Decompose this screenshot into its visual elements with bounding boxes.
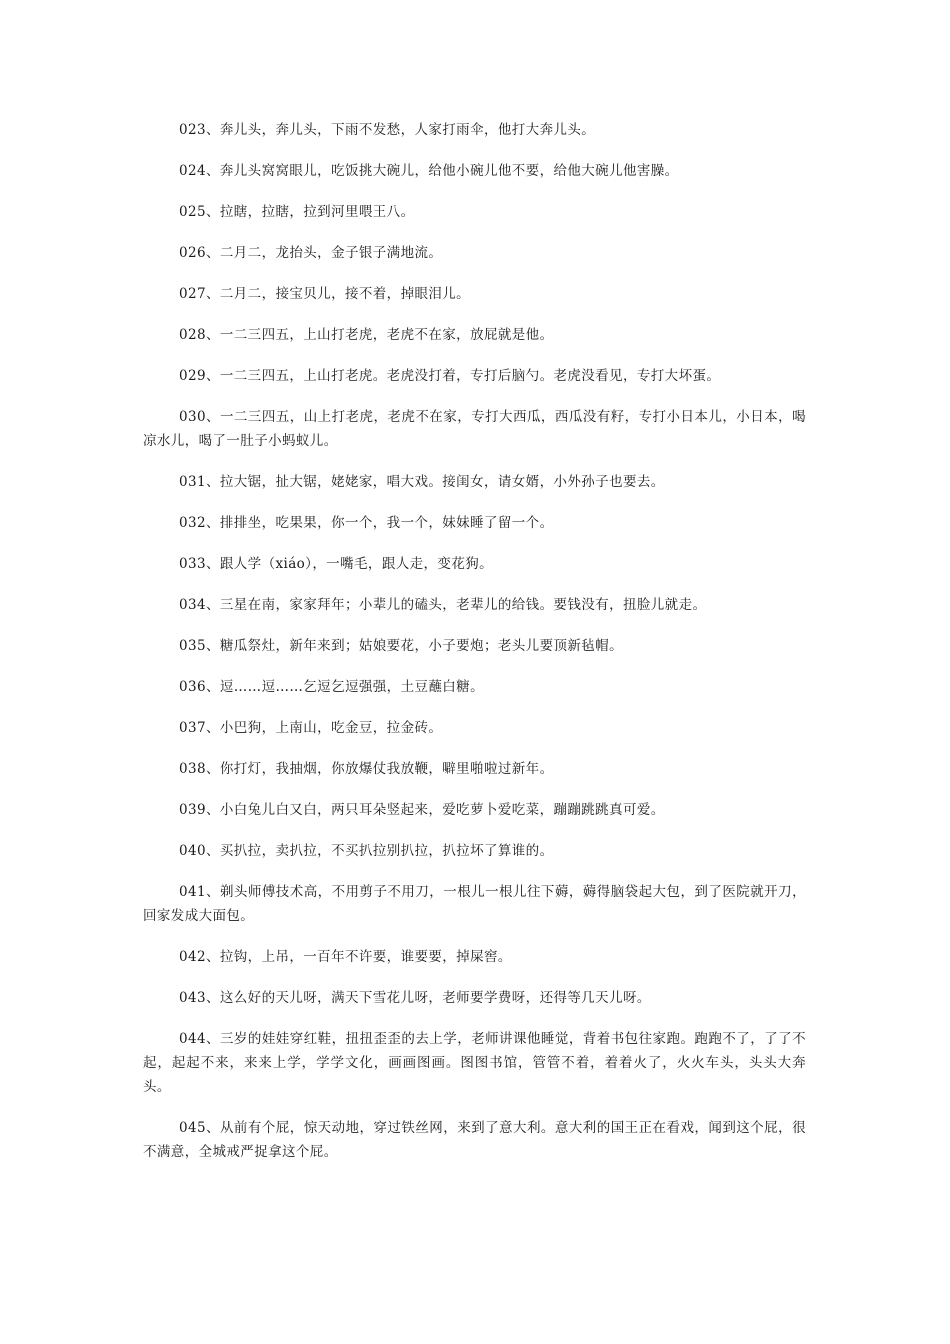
nursery-rhyme-paragraph: 023、奔儿头，奔儿头，下雨不发愁，人家打雨伞，他打大奔儿头。 (179, 122, 596, 138)
nursery-rhyme-paragraph: 040、买扒拉，卖扒拉，不买扒拉别扒拉，扒拉坏了算谁的。 (179, 843, 554, 859)
document-body (143, 118, 806, 1181)
nursery-rhyme-paragraph: 030、一二三四五，山上打老虎，老虎不在家，专打大西瓜，西瓜没有籽，专打小日本儿，小日本，喝凉水儿，喝了一肚子小蚂蚁儿。 (143, 409, 806, 449)
nursery-rhyme-paragraph: 024、奔儿头窝窝眼儿，吃饭挑大碗儿，给他小碗儿他不要，给他大碗儿他害臊。 (179, 163, 679, 179)
nursery-rhyme-paragraph: 032、排排坐，吃果果，你一个，我一个，妹妹睡了留一个。 (179, 515, 554, 531)
nursery-rhyme-paragraph: 034、三星在南，家家拜年；小辈儿的磕头，老辈儿的给钱。要钱没有，扭脸儿就走。 (179, 597, 707, 613)
nursery-rhyme-paragraph: 045、从前有个屁，惊天动地，穿过铁丝网，来到了意大利。意大利的国王正在看戏，闻到这个屁，很不满意，全城戒严捉拿这个屁。 (143, 1120, 806, 1160)
nursery-rhyme-paragraph: 031、拉大锯，扯大锯，姥姥家，唱大戏。接闺女，请女婿，小外孙子也要去。 (179, 474, 665, 490)
nursery-rhyme-paragraph: 026、二月二，龙抬头，金子银子满地流。 (179, 245, 443, 261)
nursery-rhyme-paragraph: 039、小白兔儿白又白，两只耳朵竖起来，爱吃萝卜爱吃菜，蹦蹦跳跳真可爱。 (179, 802, 665, 818)
nursery-rhyme-paragraph: 027、二月二，接宝贝儿，接不着，掉眼泪儿。 (179, 286, 471, 302)
nursery-rhyme-paragraph: 028、一二三四五，上山打老虎，老虎不在家，放屁就是他。 (179, 327, 554, 343)
nursery-rhyme-paragraph: 025、拉瞎，拉瞎，拉到河里喂王八。 (179, 204, 415, 220)
nursery-rhyme-paragraph: 035、糖瓜祭灶，新年来到；姑娘要花，小子要炮；老头儿要顶新毡帽。 (179, 638, 623, 654)
nursery-rhyme-paragraph: 036、逗……逗……乞逗乞逗强强，土豆蘸白糖。 (179, 679, 484, 695)
nursery-rhyme-paragraph: 043、这么好的天儿呀，满天下雪花儿呀，老师要学费呀，还得等几天儿呀。 (179, 990, 651, 1006)
nursery-rhyme-paragraph: 033、跟人学（xiáo），一嘴毛，跟人走，变花狗。 (179, 556, 494, 572)
nursery-rhyme-paragraph: 041、剃头师傅技术高，不用剪子不用刀，一根儿一根儿往下薅，薅得脑袋起大包，到了医院就开刀，回家发成大面包。 (143, 884, 806, 924)
nursery-rhyme-paragraph: 029、一二三四五，上山打老虎。老虎没打着，专打后脑勺。老虎没看见，专打大坏蛋。 (179, 368, 721, 384)
nursery-rhyme-paragraph: 042、拉钩，上吊，一百年不许要，谁要要，掉屎窖。 (179, 949, 512, 965)
nursery-rhyme-paragraph: 038、你打灯，我抽烟，你放爆仗我放鞭，噼里啪啦过新年。 (179, 761, 554, 777)
nursery-rhyme-paragraph: 044、三岁的娃娃穿红鞋，扭扭歪歪的去上学，老师讲课他睡觉，背着书包往家跑。跑跑不了，了了不起，起起不来，来来上学，学学文化，画画图画。图图书馆，管管不着，着着火了，火火车头，头头大奔头。 (143, 1031, 806, 1095)
nursery-rhyme-paragraph: 037、小巴狗，上南山，吃金豆，拉金砖。 (179, 720, 443, 736)
